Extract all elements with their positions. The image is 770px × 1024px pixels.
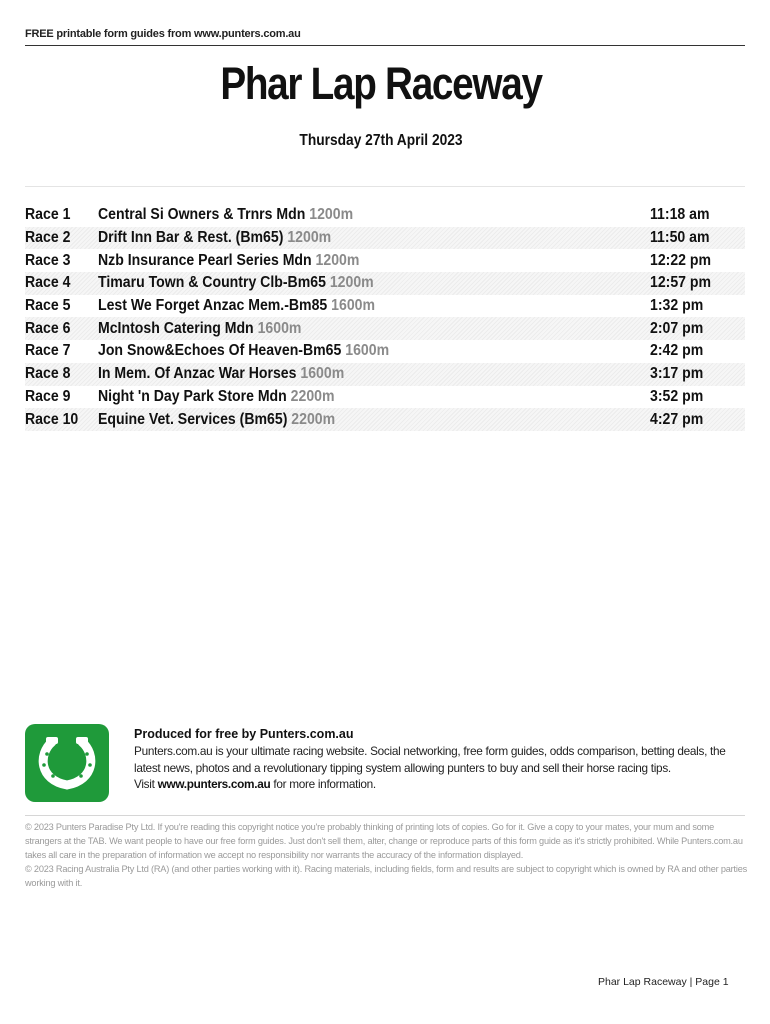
visit-suffix: for more information. bbox=[273, 777, 376, 791]
race-row bbox=[25, 249, 745, 272]
producer-title: Produced for free by Punters.com.au bbox=[134, 727, 354, 741]
race-time: 12:22 pm bbox=[650, 251, 712, 269]
race-row bbox=[25, 204, 745, 227]
race-row bbox=[25, 227, 745, 250]
race-number: Race 1 bbox=[25, 206, 71, 224]
race-description bbox=[98, 229, 331, 247]
copyright-racing-australia: © 2023 Racing Australia Pty Ltd (RA) (and other parties working with it). Racing materials, including fields, form and results are subject to copyright which is owned by RA and other parties working with it. bbox=[25, 864, 747, 888]
race-list bbox=[25, 204, 745, 431]
race-time: 11:18 am bbox=[650, 206, 710, 224]
visit-prefix: Visit bbox=[134, 777, 155, 791]
visit-line bbox=[134, 777, 746, 791]
race-distance: 1200m bbox=[315, 251, 360, 269]
race-distance: 2200m bbox=[290, 387, 335, 405]
race-description bbox=[98, 297, 375, 315]
footer-divider bbox=[25, 815, 745, 816]
race-name: Jon Snow&Echoes Of Heaven-Bm65 bbox=[98, 342, 342, 360]
race-description bbox=[98, 411, 335, 429]
race-row bbox=[25, 272, 745, 295]
race-description bbox=[98, 320, 301, 338]
race-name: Central Si Owners & Trnrs Mdn bbox=[98, 206, 306, 224]
race-name: Nzb Insurance Pearl Series Mdn bbox=[98, 251, 312, 269]
race-time: 3:17 pm bbox=[650, 365, 704, 383]
race-name: Lest We Forget Anzac Mem.-Bm85 bbox=[98, 297, 328, 315]
race-name: Equine Vet. Services (Bm65) bbox=[98, 410, 288, 428]
race-name: Timaru Town & Country Clb-Bm65 bbox=[98, 274, 326, 292]
race-row bbox=[25, 340, 745, 363]
page-title: Phar Lap Raceway bbox=[220, 58, 542, 109]
race-distance: 1600m bbox=[345, 342, 390, 360]
race-time: 11:50 am bbox=[650, 229, 710, 247]
race-time: 2:07 pm bbox=[650, 319, 704, 337]
race-distance: 1200m bbox=[309, 206, 354, 224]
race-description bbox=[98, 274, 374, 292]
race-number: Race 7 bbox=[25, 342, 71, 360]
website-link[interactable]: www.punters.com.au bbox=[157, 777, 271, 791]
race-number: Race 9 bbox=[25, 387, 71, 405]
race-name: In Mem. Of Anzac War Horses bbox=[98, 365, 297, 383]
race-time: 4:27 pm bbox=[650, 410, 704, 428]
race-description bbox=[98, 365, 344, 383]
horseshoe-icon bbox=[25, 724, 109, 802]
race-name: Night 'n Day Park Store Mdn bbox=[98, 387, 287, 405]
race-time: 12:57 pm bbox=[650, 274, 712, 292]
race-distance: 1600m bbox=[331, 297, 376, 315]
race-description bbox=[98, 388, 335, 406]
race-description bbox=[98, 252, 359, 270]
race-row bbox=[25, 386, 745, 409]
race-number: Race 8 bbox=[25, 365, 71, 383]
race-distance: 1200m bbox=[287, 229, 332, 247]
race-number: Race 10 bbox=[25, 410, 79, 428]
race-number: Race 5 bbox=[25, 297, 71, 315]
race-description bbox=[98, 206, 353, 224]
race-row bbox=[25, 295, 745, 318]
page-number: Phar Lap Raceway | Page 1 bbox=[598, 976, 729, 988]
race-name: Drift Inn Bar & Rest. (Bm65) bbox=[98, 229, 284, 247]
race-time: 1:32 pm bbox=[650, 297, 704, 315]
race-description bbox=[98, 342, 389, 360]
race-row bbox=[25, 363, 745, 386]
race-distance: 2200m bbox=[291, 410, 336, 428]
race-number: Race 3 bbox=[25, 251, 71, 269]
race-number: Race 2 bbox=[25, 229, 71, 247]
race-distance: 1200m bbox=[329, 274, 374, 292]
race-row bbox=[25, 408, 745, 431]
race-row bbox=[25, 317, 745, 340]
copyright-punters: © 2023 Punters Paradise Pty Ltd. If you're reading this copyright notice you're probably thinking of printing lots of copies. Go for it. Give a copy to your mates, your mum and some strangers at the TAB. We want people to have our free form guides. Just don't sell them, alter, change or reproduce parts of this form guide as it's strictly prohibited. While Punters.com.au takes all care in the preparation of information we accept no responsibility nor warrants the accuracy of the information displayed. bbox=[25, 822, 743, 860]
race-number: Race 4 bbox=[25, 274, 71, 292]
race-time: 3:52 pm bbox=[650, 387, 704, 405]
divider bbox=[25, 186, 745, 187]
producer-info bbox=[134, 727, 746, 791]
punters-logo bbox=[25, 724, 109, 802]
race-distance: 1600m bbox=[300, 365, 345, 383]
race-time: 2:42 pm bbox=[650, 342, 704, 360]
race-distance: 1600m bbox=[257, 319, 302, 337]
header-note: FREE printable form guides from www.punters.com.au bbox=[25, 28, 745, 46]
race-number: Race 6 bbox=[25, 319, 71, 337]
producer-description: Punters.com.au is your ultimate racing website. Social networking, free form guides, odds comparison, betting deals, the latest news, photos and a revolutionary tipping system allowing punters to buy and sell their horse racing tips. bbox=[134, 744, 726, 775]
copyright-notice bbox=[25, 820, 747, 890]
race-date: Thursday 27th April 2023 bbox=[299, 132, 463, 149]
race-name: McIntosh Catering Mdn bbox=[98, 319, 254, 337]
